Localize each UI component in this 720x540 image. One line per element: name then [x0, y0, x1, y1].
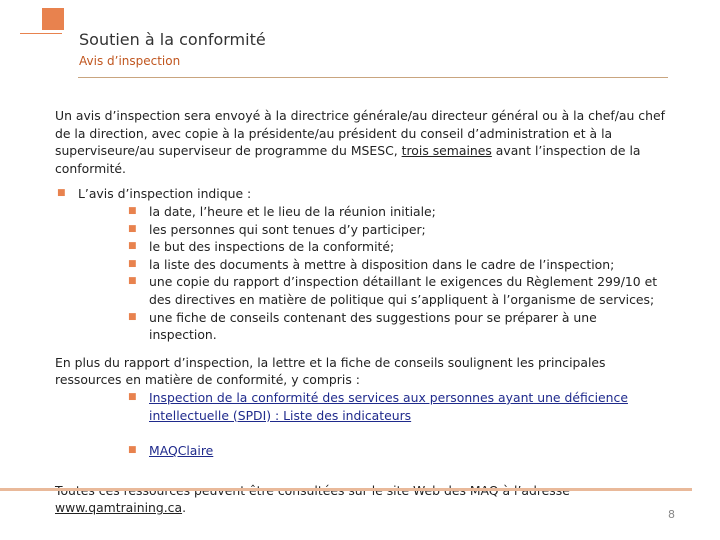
page-number: 8 [668, 508, 675, 521]
intro-text-1: Un avis d’inspection sera envoyé à la directrice générale/au directeur général ou à la chef/au chef de la direction, avec copie à la présidente/au président du conseil d’administration et à la superviseure/au superviseur de programme du MSESC, [55, 108, 665, 159]
bullet-icon: ■ [128, 205, 137, 216]
maqclaire-link[interactable]: MAQClaire [149, 443, 214, 459]
intro-underlined: trois semaines [401, 143, 492, 159]
notice-bullet [55, 185, 665, 203]
bullet-icon: ■ [128, 276, 137, 287]
list-item-text: la liste des documents à mettre à disposition dans le cadre de l’inspection; [149, 256, 615, 272]
bullet-icon: ■ [128, 241, 137, 252]
page-subtitle: Avis d’inspection [79, 54, 181, 68]
spdi-indicators-link[interactable]: Inspection de la conformité des services aux personnes ayant une déficience intellectuelle (SPDI) : Liste des indicateurs [149, 389, 628, 423]
list-item [128, 256, 665, 274]
list-item-text: les personnes qui sont tenues d’y participer; [149, 221, 426, 237]
closing-period: . [182, 500, 187, 516]
bullet-icon: ■ [128, 223, 137, 234]
qamtraining-link[interactable]: www.qamtraining.ca [55, 500, 183, 516]
bullet-icon: ■ [128, 391, 137, 402]
footer-bar [0, 488, 692, 491]
bullet-icon: ■ [128, 311, 137, 322]
intro-text-2: avant l’inspection de la conformité. [55, 143, 641, 176]
list-item [128, 221, 665, 239]
logo-square [42, 8, 64, 30]
list-item [128, 273, 665, 308]
list-item-text: une copie du rapport d’inspection détaillant le exigences du Règlement 299/10 et des directives en matière de politique qui s’appliquent à l’organisme de services; [149, 274, 658, 307]
header-divider [78, 77, 668, 78]
notice-heading: L’avis d’inspection indique : [78, 186, 252, 202]
bullet-icon: ■ [128, 258, 137, 269]
list-item [128, 203, 665, 221]
page-title: Soutien à la conformité [79, 30, 266, 49]
logo-underline [20, 33, 62, 34]
list-item-text: une fiche de conseils contenant des suggestions pour se préparer à une inspection. [149, 309, 597, 343]
list-item [128, 309, 665, 344]
list-item-text: le but des inspections de la conformité; [149, 239, 395, 255]
closing-paragraph [55, 482, 665, 517]
slide-content [55, 107, 665, 517]
resource-link-item [128, 389, 665, 424]
resources-paragraph: En plus du rapport d’inspection, la lettre et la fiche de conseils soulignent les principales ressources en matière de conformité, y compris : [55, 354, 606, 388]
resource-link-item [128, 442, 665, 460]
intro-paragraph [55, 107, 665, 177]
bullet-icon: ■ [57, 188, 66, 199]
bullet-icon: ■ [128, 445, 137, 456]
list-item [128, 238, 665, 256]
list-item-text: la date, l’heure et le lieu de la réunion initiale; [149, 203, 436, 219]
